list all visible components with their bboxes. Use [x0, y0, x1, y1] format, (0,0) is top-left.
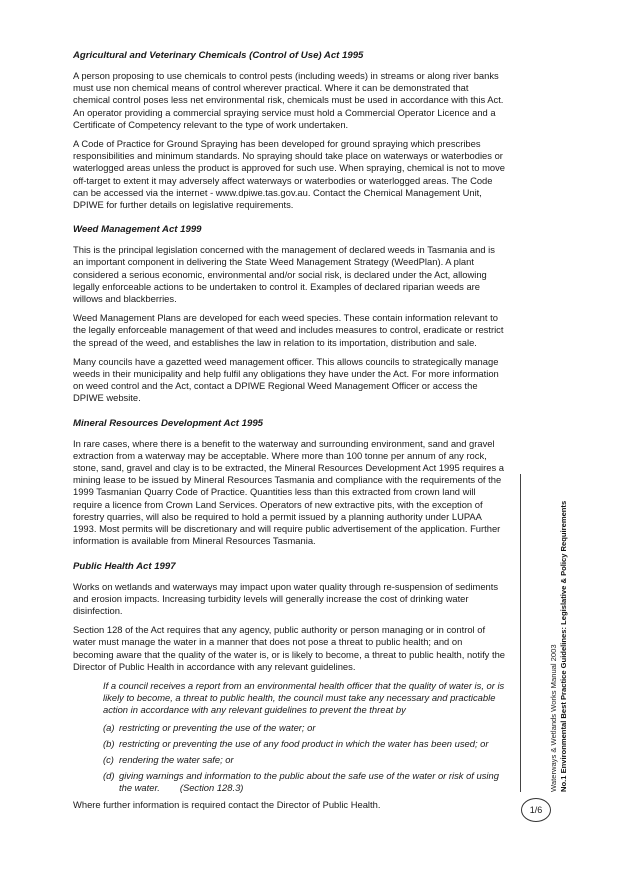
paragraph: A person proposing to use chemicals to control pests (including weeds) in streams or along river banks must use non chemical means of control wherever practical. Where it can be demonstrated that chemical control poses less net environmental risk, chemicals must be used in accordance with this Act. An operator providing a commercial spraying service must hold a Commercial Operator Licence and a Certificate of Competency relevant to the type of work undertaken. — [73, 70, 504, 130]
section-heading: Mineral Resources Development Act 1995 — [73, 417, 263, 429]
item-label: (b) — [103, 737, 115, 749]
guideline-title: No.1 Environmental Best Practice Guidelines: Legislative & Policy Requirements — [559, 500, 568, 792]
manual-title: Waterways & Wetlands Works Manual 2003 — [549, 644, 558, 792]
item-label: (a) — [103, 721, 115, 733]
list-item — [103, 722, 505, 734]
citation: (Section 128.3) — [179, 782, 244, 794]
section-heading: Public Health Act 1997 — [73, 560, 176, 572]
list-item — [103, 770, 505, 794]
quote-intro: If a council receives a report from an environmental health officer that the quality of water is, or is likely to become, a threat to public health, the council must take any necessary and practicable action in accordance with any relevant guidelines to prevent the threat by — [103, 679, 505, 716]
section-heading: Agricultural and Veterinary Chemicals (Control of Use) Act 1995 — [73, 50, 364, 61]
document-body — [73, 50, 505, 818]
paragraph: Works on wetlands and waterways may impact upon water quality through re-suspension of sediments and erosion impacts. Increasing turbidity levels will generally increase the cost of drinking water disinfection. — [73, 580, 499, 616]
item-text: restricting or preventing the use of any food product in which the water has been used; or — [119, 737, 489, 749]
item-text: rendering the water safe; or — [119, 753, 234, 765]
sidebar-divider — [520, 474, 521, 792]
item-text: restricting or preventing the use of the water; or — [119, 721, 316, 733]
running-footer — [549, 492, 569, 792]
paragraph: Weed Management Plans are developed for each weed species. These contain information relevant to the legally enforceable management of that weed and includes measures to control, eradicate or restrict the spread of the weed, and establishes the law in relation to its importation, distribution and sale. — [73, 312, 504, 348]
quote-list — [103, 722, 505, 795]
section-heading: Weed Management Act 1999 — [73, 224, 202, 236]
paragraph: In rare cases, where there is a benefit to the waterway and surrounding environment, sand and gravel extraction from a waterway may be acceptable. Where more than 100 tonne per annum of any rock, stone, sand, gravel and clay is to be extracted, the Mineral Resources Development Act 1995 requires a mining lease to be issued by Mineral Resources Tasmania and compliance with the requirements of the 1999 Tasmanian Quarry Code of Practice. Quantities less than this extracted from crown land will require a licence from Crown Land Services. Operators of new extractive pits, with the exception of forestry quarries, will also be required to hold a permit issued by a planning authority under LUPAA 1993. Most permits will be discretionary and will require public advertisement of the application. Further information is available from Mineral Resources Tasmania. — [73, 437, 504, 547]
item-text: giving warnings and information to the public about the safe use of the water or risk of using the water. — [119, 770, 499, 794]
list-item — [103, 754, 505, 766]
list-item — [103, 738, 505, 750]
page-number: 1/6 — [521, 798, 551, 822]
paragraph: Section 128 of the Act requires that any agency, public authority or person managing or in control of water must manage the water in a manner that does not pose a threat to public health; and on becoming aware that the quality of the water is, or is likely to become, a threat to public health, notify the Director of Public Health in accordance with any relevant guidelines. — [73, 624, 506, 672]
paragraph: This is the principal legislation concerned with the management of declared weeds in Tasmania and is an important component in delivering the State Weed Management Strategy (WeedPlan). A plant considered a serious economic, environmental and/or social risk, is declared under the Act, allowing legally enforceable actions to be undertaken to control it. Examples of declared riparian weeds are willows and blackberries. — [73, 244, 495, 305]
paragraph: Many councils have a gazetted weed management officer. This allows councils to strategically manage weeds in their municipality and help fulfil any obligations they have under the Act. For more information on weed control and the Act, contact a DPIWE Regional Weed Management Officer or access the DPIWE website. — [73, 355, 499, 404]
item-label: (c) — [103, 753, 114, 765]
legal-quote — [103, 680, 505, 717]
closing-paragraph: Where further information is required contact the Director of Public Health. — [73, 798, 381, 810]
paragraph: A Code of Practice for Ground Spraying has been developed for ground spraying which prescribes responsibilities and minimum standards. No spraying should take place on waterways or waterbodies or waterlogged areas unless the product is approved for such use. When spraying, chemical is not to move off-target to extent it may adversely affect waterways or waterbodies or waterlogged areas. The Code can be accessed via the internet - www.dpiwe.tas.gov.au. Contact the Chemical Management Unit, DPIWE for further details on legislative requirements. — [73, 138, 506, 211]
item-label: (d) — [103, 770, 115, 782]
